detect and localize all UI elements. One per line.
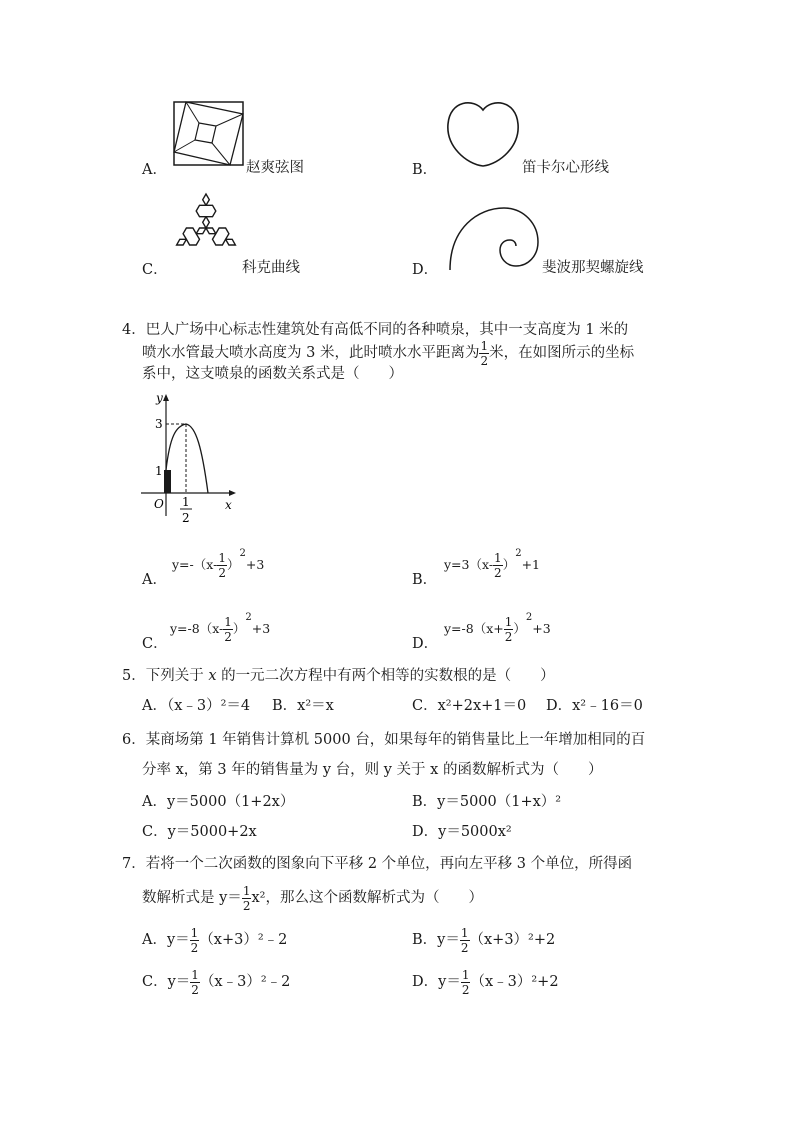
q6-option-d: D．y＝5000x² [412,824,512,840]
q6-stem-line1: 6．某商场第 1 年销售计算机 5000 台，如果每年的销售量比上一年增加相同的百 [122,732,646,748]
q3-d-caption: 斐波那契螺旋线 [542,260,644,276]
q7-stem-line1: 7．若将一个二次函数的图象向下平移 2 个单位，再向左平移 3 个单位，所得函 [122,856,633,872]
q3-b-letter: B． [412,162,438,178]
q7-option-b: B．y＝ $\frac{1}{2}$ （x+3）²+2 [412,925,556,955]
q3-c-letter: C． [142,262,168,278]
q6-option-b: B．y＝5000（1+x）² [412,794,562,810]
q7-option-a: A．y＝ $\frac{1}{2}$ （x+3）²﹣2 [142,925,288,955]
tick-3-label: 3 [155,417,163,431]
q4-stem-line2-b: 米，在如图所示的坐标 [489,345,635,361]
tick-1-label: 1 [155,464,163,478]
q3-b-caption: 笛卡尔心形线 [522,160,609,176]
koch-snowflake-figure [170,188,242,268]
q3-a-caption: 赵爽弦图 [246,160,304,176]
tick-half-den: 2 [182,511,190,525]
q4-stem-line3: 系中，这支喷泉的函数关系式是（ ） [142,366,403,382]
q7-option-c: C．y＝ $\frac{1}{2}$ （x﹣3）²﹣2 [142,967,291,997]
q5-stem: 5．下列关于 x 的一元二次方程中有两个相等的实数根的是（ ） [122,668,555,684]
q3-d-letter: D． [412,262,439,278]
q4-stem-line2-a: 喷水水管最大喷水高度为 3 米，此时喷水水平距离为 [142,345,480,361]
fibonacci-spiral-figure [444,196,542,272]
q5-option-d: D．x²﹣16＝0 [546,698,643,714]
q5-option-a: A．（x﹣3）²＝4 [142,698,251,714]
q7-stem-line2: 数解析式是 y＝ $\frac{1}{2}$ x²，那么这个函数解析式为（ ） [142,883,483,913]
zhao-shuang-diagram-figure [172,100,246,168]
y-axis-label: y [156,391,163,405]
q6-option-c: C．y＝5000+2x [142,824,257,840]
q6-option-a: A．y＝5000（1+2x） [142,794,295,810]
x-axis-label: x [225,498,232,512]
origin-label: O [154,497,164,511]
q3-a-letter: A． [142,162,167,178]
q3-c-caption: 科克曲线 [242,260,300,276]
fountain-graph [136,388,248,536]
q4-stem-line1: 4．巴人广场中心标志性建筑处有高低不同的各种喷泉，其中一支高度为 1 米的 [122,322,629,338]
tick-half-num: 1 [182,495,190,509]
q5-option-b: B．x²＝x [272,698,334,714]
cardioid-figure [444,98,522,168]
q6-stem-line2: 分率 x，第 3 年的销售量为 y 台，则 y 关于 x 的函数解析式为（ ） [142,762,603,778]
q5-option-c: C．x²+2x+1＝0 [412,698,527,714]
fraction-one-half: $\frac{1}{2}$ [480,338,489,368]
q7-option-d: D．y＝ $\frac{1}{2}$ （x﹣3）²+2 [412,967,559,997]
